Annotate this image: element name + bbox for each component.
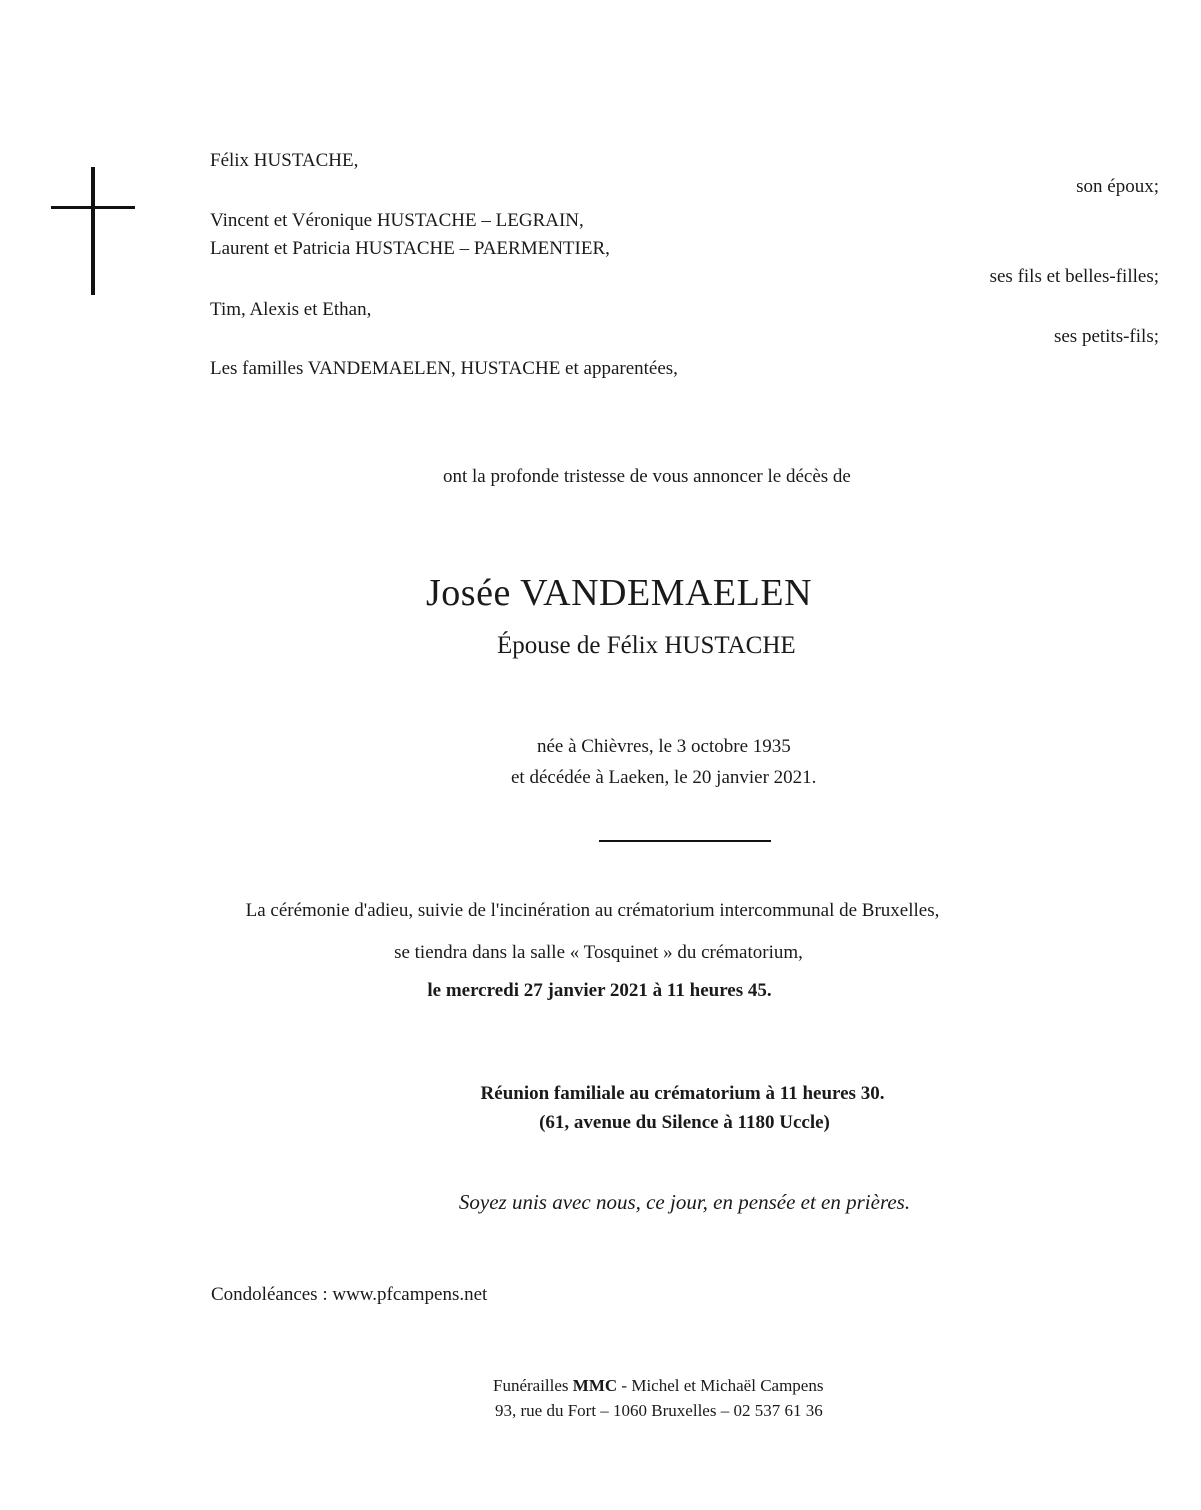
family-sons-line1: Vincent et Véronique HUSTACHE – LEGRAIN, (210, 210, 584, 231)
funeral-home-suffix: - Michel et Michaël Campens (617, 1376, 824, 1395)
ceremony-date: le mercredi 27 janvier 2021 à 11 heures 45. (427, 980, 772, 1001)
family-extended: Les familles VANDEMAELEN, HUSTACHE et apparentées, (210, 358, 678, 379)
cross-vertical-bar (91, 167, 95, 295)
funeral-home-prefix: Funérailles (493, 1376, 573, 1395)
birth-info: née à Chièvres, le 3 octobre 1935 (537, 736, 791, 757)
family-grandchildren: Tim, Alexis et Ethan, (210, 299, 372, 320)
ceremony-line1: La cérémonie d'adieu, suivie de l'incinération au crématorium intercommunal de Bruxelles, (245, 900, 940, 921)
prayer-text: Soyez unis avec nous, ce jour, en pensée et en prières. (458, 1190, 911, 1214)
ceremony-line2: se tiendra dans la salle « Tosquinet » du crématorium, (394, 942, 803, 963)
deceased-name: Josée VANDEMAELEN (426, 572, 813, 614)
funeral-home-name (493, 1373, 823, 1398)
family-husband: Félix HUSTACHE, (210, 150, 359, 171)
deceased-spouse: Épouse de Félix HUSTACHE (497, 632, 796, 659)
family-grandchildren-role: ses petits-fils; (1053, 326, 1159, 347)
funeral-home-brand: MMC (572, 1376, 618, 1395)
condolences-text: Condoléances : www.pfcampens.net (211, 1284, 488, 1305)
family-sons-role: ses fils et belles-filles; (989, 266, 1159, 287)
announcement-text: ont la profonde tristesse de vous annoncer le décès de (443, 466, 851, 487)
death-info: et décédée à Laeken, le 20 janvier 2021. (511, 767, 817, 788)
cross-horizontal-bar (51, 206, 135, 209)
reunion-line1: Réunion familiale au crématorium à 11 heures 30. (480, 1083, 885, 1104)
family-husband-role: son époux; (1076, 176, 1159, 197)
funeral-home-address: 93, rue du Fort – 1060 Bruxelles – 02 537 61 36 (495, 1401, 823, 1420)
reunion-address: (61, avenue du Silence à 1180 Uccle) (539, 1112, 830, 1133)
family-sons-line2: Laurent et Patricia HUSTACHE – PAERMENTIER, (210, 238, 610, 259)
separator-line (599, 840, 771, 842)
